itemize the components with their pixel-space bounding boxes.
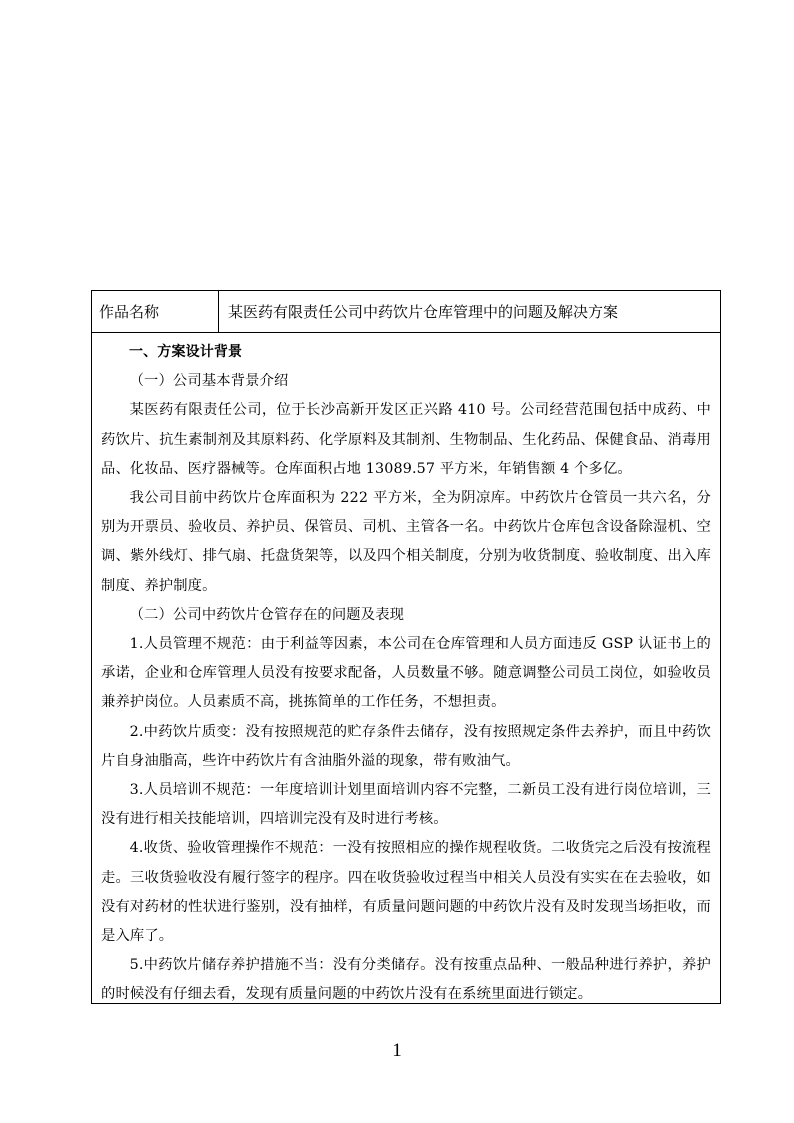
section-heading: 一、方案设计背景 (129, 344, 243, 360)
paragraph: 我公司目前中药饮片仓库面积为 222 平方米，全为阴凉库。中药饮片仓管员一共六名，分别为开票员、验收员、养护员、保管员、司机、主管各一名。中药饮片仓库包含设备除湿机、空调、紫外线灯、排气扇、托盘货架等，以及四个相关制度，分别为收货制度、验收制度、出入库制度、养护制度。 (101, 490, 711, 594)
content-cell (92, 333, 720, 1003)
list-item: 4.收货、验收管理操作不规范：一没有按照相应的操作规程收货。二收货完之后没有按流程走。三收货验收没有履行签字的程序。四在收货验收过程当中相关人员没有实实在在去验收，如没有对药材的性状进行鉴别，没有抽样，有质量问题问题的中药饮片没有及时发现当场拒收，而是入库了。 (101, 840, 711, 945)
page-number: 1 (392, 1040, 402, 1061)
subsection-heading: （一）公司基本背景介绍 (129, 373, 289, 390)
list-item: 5.中药饮片储存养护措施不当：没有分类储存。没有按重点品种、一般品种进行养护，养护的时候没有仔细去看，发现有质量问题的中药饮片没有在系统里面进行锁定。 (101, 957, 711, 1003)
list-item: 1.人员管理不规范：由于利益等因素，本公司在仓库管理和人员方面违反 GSP 认证书上的承诺，企业和仓库管理人员没有按要求配备，人员数量不够。随意调整公司员工岗位，如验收员兼养护岗位。人员素质不高，挑拣简单的工作任务，不想担责。 (101, 636, 711, 711)
paragraph: 某医药有限责任公司，位于长沙高新开发区正兴路 410 号。公司经营范围包括中成药、中药饮片、抗生素制剂及其原料药、化学原料及其制剂、生物制品、生化药品、保健食品、消毒用品、化妆品、医疗器械等。仓库面积占地 13089.57 平方米，年销售额 4 个多亿。 (101, 402, 711, 477)
list-item: 3.人员培训不规范：一年度培训计划里面培训内容不完整，二新员工没有进行岗位培训，三没有进行相关技能培训，四培训完没有及时进行考核。 (101, 782, 711, 828)
document-table (91, 290, 721, 1004)
title-value: 某医药有限责任公司中药饮片仓库管理中的问题及解决方案 (228, 303, 619, 321)
list-item: 2.中药饮片质变：没有按照规范的贮存条件去储存，没有按照规定条件去养护，而且中药饮片自身油脂高，些许中药饮片有含油脂外溢的现象，带有败油气。 (101, 723, 711, 769)
subsection-heading: （二）公司中药饮片仓管存在的问题及表现 (129, 606, 405, 623)
title-label: 作品名称 (92, 291, 219, 332)
title-row (92, 291, 720, 333)
